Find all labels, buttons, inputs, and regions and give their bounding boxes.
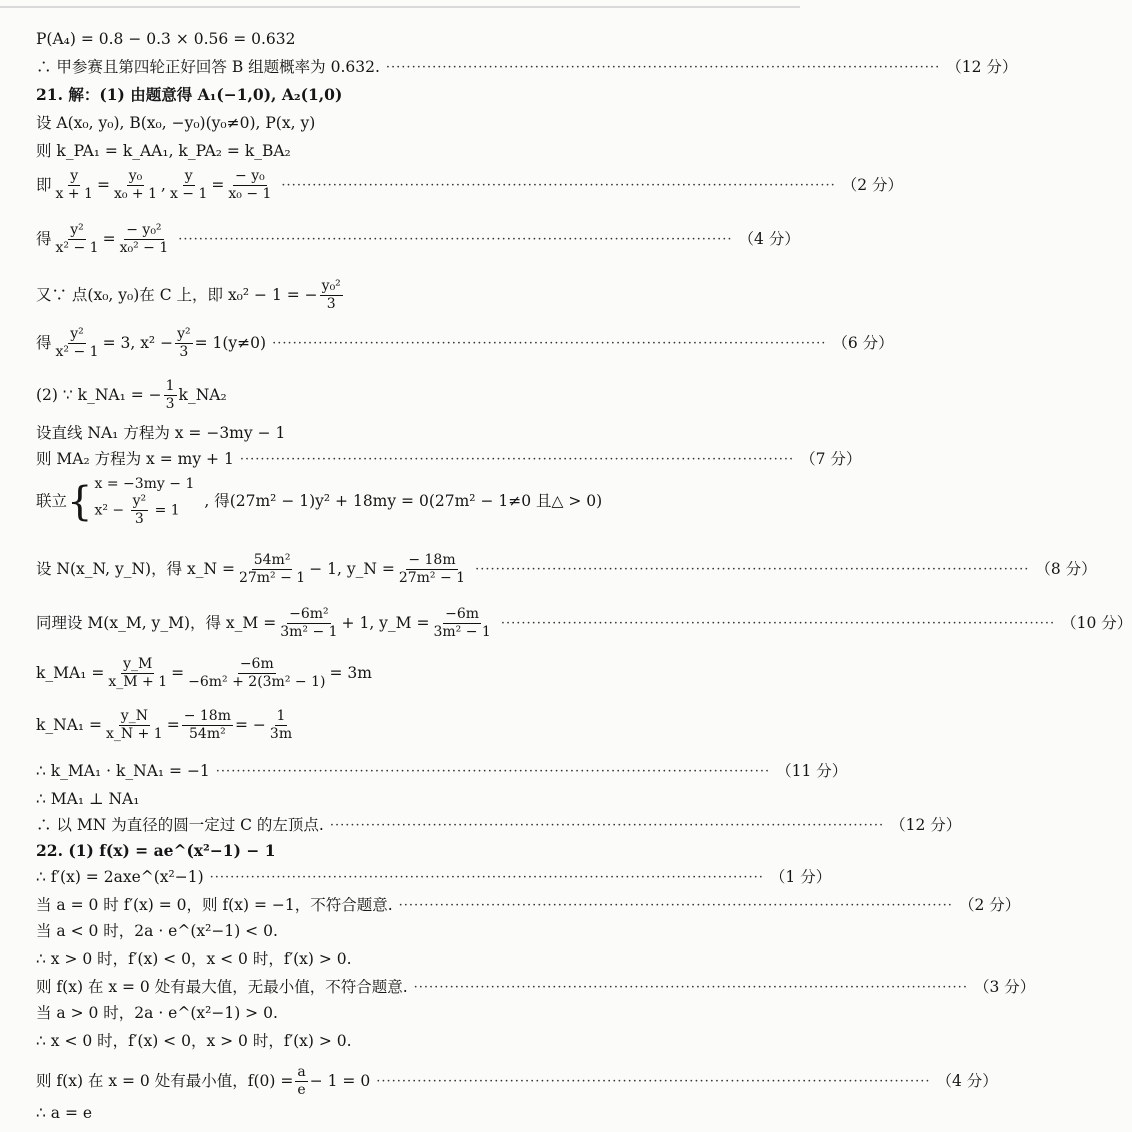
line-20 bbox=[36, 816, 962, 835]
fraction: $\frac{\text{− y₀²}}{\text{x₀² − 1}}$ bbox=[119, 222, 169, 256]
line-prefix: 设 N(x_N, y_N)，得 x_N = bbox=[36, 560, 235, 578]
leader-dots: ············································································································ bbox=[281, 177, 836, 193]
line-prefix: 联立 bbox=[36, 492, 68, 511]
leader-dots: ············································································································ bbox=[272, 335, 827, 351]
line-21 bbox=[36, 842, 788, 861]
equals-sign: = bbox=[211, 176, 225, 194]
line-1 bbox=[36, 30, 788, 49]
line-text: 则 MA₂ 方程为 x = my + 1 bbox=[36, 450, 234, 468]
leader-dots: ············································································································ bbox=[329, 817, 885, 833]
fraction: $\frac{\text{− y₀}}{\text{x₀ − 1}}$ bbox=[228, 168, 272, 202]
leader-dots: ············································································································ bbox=[239, 451, 795, 467]
line-prefix: 得 bbox=[36, 230, 52, 248]
fraction: $\frac{-6m}{\text{−6m² + 2(3m² − 1)}}$ bbox=[188, 656, 326, 690]
line-26 bbox=[36, 978, 1036, 997]
line-19 bbox=[36, 790, 788, 809]
leader-dots: ············································································································ bbox=[209, 869, 764, 885]
line-prefix: k_NA₁ = bbox=[36, 716, 103, 734]
line-text: k_NA₂ bbox=[178, 386, 227, 404]
line-25 bbox=[36, 950, 788, 969]
line-4 bbox=[36, 114, 788, 133]
line-prefix: 即 bbox=[36, 176, 52, 194]
line-text: ∴ 甲参赛且第四轮正好回答 B 组题概率为 0.632. bbox=[36, 58, 380, 76]
line-text: 设直线 NA₁ 方程为 x = −3my − 1 bbox=[36, 424, 286, 442]
line-text: 当 a < 0 时，2a · e^(x²−1) < 0. bbox=[36, 922, 278, 940]
line-30 bbox=[36, 1104, 788, 1123]
score-label: （8 分） bbox=[1035, 560, 1097, 578]
score-label: （10 分） bbox=[1061, 614, 1132, 632]
line-12 bbox=[36, 450, 862, 469]
fraction: $\frac{y\_M}{x\_M + 1}$ bbox=[108, 656, 168, 690]
line-prefix: 则 f(x) 在 x = 0 处有最小值，f(0) = bbox=[36, 1072, 294, 1090]
fraction: $\frac{1}{3m}$ bbox=[269, 708, 293, 742]
line-text: P(A₄) = 0.8 − 0.3 × 0.56 = 0.632 bbox=[36, 30, 296, 48]
leader-dots: ············································································································ bbox=[178, 231, 733, 247]
fraction: $\frac{\text{y²}}{\text{x² − 1}}$ bbox=[55, 326, 99, 360]
equals-sign: = bbox=[102, 230, 116, 248]
line-text: (2) ∵ k_NA₁ = − bbox=[36, 386, 162, 404]
line-8 bbox=[36, 278, 788, 313]
line-28 bbox=[36, 1032, 788, 1051]
fraction: $\frac{\text{y²}}{\text{x² − 1}}$ bbox=[55, 222, 99, 256]
fraction: $\frac{y}{x + 1}$ bbox=[55, 168, 93, 202]
score-label: （11 分） bbox=[776, 762, 848, 780]
score-label: （6 分） bbox=[832, 334, 894, 352]
line-10 bbox=[36, 378, 788, 413]
fraction: $\frac{\text{y₀}}{\text{x₀ + 1}}$ bbox=[113, 168, 157, 202]
line-text: ∴ x < 0 时，f′(x) < 0，x > 0 时，f′(x) > 0. bbox=[36, 1032, 352, 1050]
line-text: ∴ k_MA₁ · k_NA₁ = −1 bbox=[36, 762, 210, 780]
leader-dots: ············································································································ bbox=[475, 561, 1030, 577]
line-text: ∴ f′(x) = 2axe^(x²−1) bbox=[36, 868, 204, 886]
line-24 bbox=[36, 922, 788, 941]
line-text: = 3, x² − bbox=[102, 334, 174, 352]
equals-sign: = bbox=[166, 716, 180, 734]
separator: , bbox=[161, 176, 166, 194]
fraction: $\frac{y\_N}{x\_N + 1}$ bbox=[106, 708, 163, 742]
line-15 bbox=[36, 606, 1132, 641]
question-22-heading: 22. (1) f(x) = ae^(x²−1) − 1 bbox=[36, 841, 276, 860]
line-text: ∴ a = e bbox=[36, 1104, 93, 1122]
line-16 bbox=[36, 656, 788, 691]
leader-dots: ············································································································ bbox=[398, 897, 953, 913]
line-text: 当 a > 0 时，2a · e^(x²−1) > 0. bbox=[36, 1004, 278, 1022]
line-text: − 1 = 0 bbox=[309, 1072, 371, 1090]
line-text: , 得(27m² − 1)y² + 18my = 0(27m² − 1≠0 且△ > 0) bbox=[204, 492, 603, 511]
line-7 bbox=[36, 222, 800, 257]
line-text: 又∵ 点(x₀, y₀)在 C 上，即 x₀² − 1 = − bbox=[36, 286, 318, 304]
line-18 bbox=[36, 762, 848, 781]
fraction: $\frac{\text{54m²}}{\text{27m² − 1}}$ bbox=[238, 552, 306, 586]
equals-sign: = bbox=[96, 176, 110, 194]
leader-dots: ············································································································ bbox=[385, 59, 941, 75]
score-label: （2 分） bbox=[958, 896, 1021, 914]
line-9 bbox=[36, 326, 894, 361]
line-2 bbox=[36, 58, 1018, 77]
line-text: 当 a = 0 时 f′(x) = 0，则 f(x) = −1，不符合题意. bbox=[36, 896, 393, 914]
fraction: $\frac{\text{y²}}{3}$ bbox=[177, 326, 191, 360]
fraction: $\frac{1}{3}$ bbox=[165, 378, 175, 412]
line-prefix: k_MA₁ = bbox=[36, 664, 105, 682]
line-29 bbox=[36, 1064, 998, 1099]
score-label: （7 分） bbox=[800, 450, 862, 468]
fraction: $\frac{-6m}{\text{3m² − 1}}$ bbox=[433, 606, 491, 640]
top-border bbox=[0, 6, 800, 8]
line-3 bbox=[36, 86, 788, 105]
line-5 bbox=[36, 142, 788, 161]
leader-dots: ············································································································ bbox=[500, 615, 1056, 631]
question-21-heading: 21. 解：(1) 由题意得 A₁(−1,0), A₂(1,0) bbox=[36, 85, 343, 104]
line-text: − 1, y_N = bbox=[309, 560, 395, 578]
line-text: ∴ MA₁ ⊥ NA₁ bbox=[36, 790, 140, 808]
line-22 bbox=[36, 868, 832, 887]
line-text: ∴ 以 MN 为直径的圆一定过 C 的左顶点. bbox=[36, 816, 324, 834]
line-text: 则 k_PA₁ = k_AA₁, k_PA₂ = k_BA₂ bbox=[36, 142, 291, 160]
system-equation-2: x² − $\frac{\text{y²}}{3}$ = 1 bbox=[94, 492, 180, 527]
score-label: （3 分） bbox=[973, 978, 1036, 996]
leader-dots: ············································································································ bbox=[215, 763, 771, 779]
line-17 bbox=[36, 708, 788, 743]
score-label: （1 分） bbox=[769, 868, 832, 886]
fraction: $\frac{y}{x - 1}$ bbox=[169, 168, 208, 202]
line-text: 则 f(x) 在 x = 0 处有最大值，无最小值，不符合题意. bbox=[36, 978, 408, 996]
score-label: （2 分） bbox=[841, 176, 904, 194]
leader-dots: ············································································································ bbox=[376, 1073, 931, 1089]
line-13 bbox=[36, 476, 788, 527]
line-text: = 3m bbox=[329, 664, 372, 682]
line-text: 设 A(x₀, y₀), B(x₀, −y₀)(y₀≠0), P(x, y) bbox=[36, 114, 316, 132]
score-label: （12 分） bbox=[946, 58, 1018, 76]
score-label: （12 分） bbox=[890, 816, 962, 834]
line-27 bbox=[36, 1004, 788, 1023]
fraction: $\frac{a}{e}$ bbox=[297, 1064, 306, 1098]
score-label: （4 分） bbox=[936, 1072, 998, 1090]
fraction: $\frac{- 18m}{\text{54m²}}$ bbox=[183, 708, 231, 742]
system-equation-1: x = −3my − 1 bbox=[94, 476, 195, 492]
fraction: $\frac{\text{−6m²}}{\text{3m² − 1}}$ bbox=[280, 606, 338, 640]
line-prefix: 得 bbox=[36, 334, 52, 352]
line-11 bbox=[36, 424, 788, 443]
line-23 bbox=[36, 896, 1021, 915]
line-prefix: 同理设 M(x_M, y_M)，得 x_M = bbox=[36, 614, 277, 632]
line-text: = − bbox=[235, 716, 266, 734]
line-text: = 1(y≠0) bbox=[194, 334, 267, 352]
fraction: $\frac{\text{y₀²}}{3}$ bbox=[321, 278, 341, 312]
leader-dots: ············································································································ bbox=[413, 979, 968, 995]
line-14 bbox=[36, 552, 1097, 587]
score-label: （4 分） bbox=[738, 230, 800, 248]
line-text: + 1, y_M = bbox=[341, 614, 430, 632]
equals-sign: = bbox=[171, 664, 185, 682]
brace-glyph: { bbox=[67, 478, 93, 525]
line-6 bbox=[36, 168, 904, 203]
line-text: ∴ x > 0 时，f′(x) < 0，x < 0 时，f′(x) > 0. bbox=[36, 950, 352, 968]
fraction: $\frac{- 18m}{\text{27m² − 1}}$ bbox=[398, 552, 466, 586]
equation-system bbox=[94, 476, 194, 527]
